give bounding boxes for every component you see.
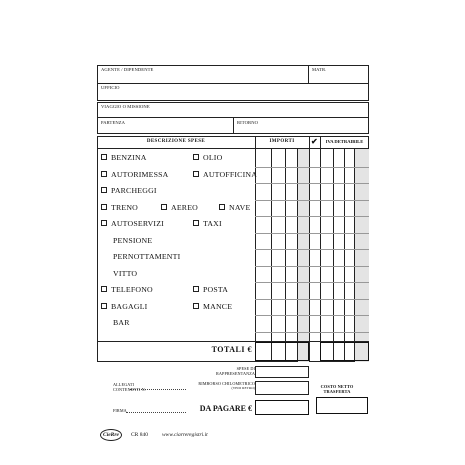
row-divider [255, 233, 369, 234]
net-cost-box[interactable] [316, 397, 368, 414]
checkbox[interactable] [101, 154, 107, 160]
checkbox[interactable] [193, 154, 199, 160]
mileage-label-group [198, 381, 255, 390]
expense-item-label: BAGAGLI [111, 301, 148, 311]
expense-item-label: PARCHEGGI [111, 186, 157, 195]
expense-item-label: BAR [113, 318, 130, 327]
agent-label: AGENTE / DIPENDENTE [101, 67, 154, 72]
totals-label: TOTALI € [211, 345, 252, 354]
expense-item[interactable] [101, 203, 138, 212]
totals-amount-box[interactable] [255, 342, 309, 361]
attachments-label: ALLEGATI CONTENENTI N. [113, 382, 146, 392]
brand-logo-text: CieRre [103, 432, 119, 438]
mileage-label: RIMBORSO CHILOMETRICO [198, 381, 255, 386]
row-divider [255, 249, 369, 250]
row-divider [255, 299, 369, 300]
office-label: UFFICIO [101, 85, 120, 90]
vat-header: IVA DETRAIBILE [325, 139, 364, 144]
row-divider [255, 315, 369, 316]
row-divider [255, 216, 369, 217]
expense-item[interactable] [101, 186, 157, 195]
departure-label: PARTENZA [101, 120, 126, 125]
net-cost-label: COSTO NETTO TRASFERTA [320, 384, 354, 394]
row-divider [255, 200, 369, 201]
checkbox[interactable] [101, 171, 107, 177]
expense-item[interactable] [101, 170, 169, 179]
expense-item[interactable] [193, 153, 222, 162]
expense-item-label: NAVE [229, 202, 251, 212]
expense-item[interactable] [101, 302, 147, 311]
to-pay-box[interactable] [255, 400, 309, 415]
row-divider [255, 183, 369, 184]
expense-item[interactable] [101, 219, 164, 228]
return-label: RITORNO [237, 120, 259, 125]
expense-item-label: TAXI [203, 219, 222, 228]
expense-item-label: OLIO [203, 153, 223, 162]
representation-box[interactable] [255, 366, 309, 378]
expense-item-label: TRENO [111, 202, 138, 212]
expense-item[interactable] [193, 285, 228, 294]
expense-item-label: AEREO [171, 202, 198, 212]
to-pay-label: DA PAGARE € [199, 404, 252, 413]
expense-item-label: PERNOTTAMENTI [113, 252, 181, 261]
checkbox[interactable] [193, 171, 199, 177]
expense-item[interactable] [219, 203, 250, 212]
mileage-box[interactable] [255, 381, 309, 395]
checkbox[interactable] [101, 187, 107, 193]
checkbox[interactable] [101, 303, 107, 309]
expense-item-label: AUTORIMESSA [111, 169, 169, 179]
checkbox[interactable] [193, 303, 199, 309]
expense-item-label: VITTO [113, 268, 138, 278]
expense-item[interactable] [161, 203, 198, 212]
expense-item-label: BENZINA [111, 153, 147, 162]
totals-vat-box[interactable] [320, 342, 369, 361]
amounts-header: IMPORTI [269, 139, 295, 144]
expense-item[interactable] [101, 153, 147, 162]
checkbox[interactable] [101, 220, 107, 226]
expense-item-label: TELEFONO [111, 285, 153, 294]
row-divider [255, 266, 369, 267]
expense-item-label: MANCE [203, 301, 233, 311]
expense-item-label: AUTOSERVIZI [111, 219, 164, 228]
expense-item[interactable] [193, 302, 232, 311]
attachments-field[interactable] [130, 389, 186, 390]
expense-item [113, 318, 130, 327]
row-divider [255, 167, 369, 168]
checkbox[interactable] [193, 220, 199, 226]
signature-label: FIRMA [113, 408, 127, 413]
website: www.ciarreregistri.it [162, 432, 208, 438]
checkbox[interactable] [193, 286, 199, 292]
expense-item[interactable] [193, 170, 257, 179]
matr-label: MATR. [312, 67, 327, 72]
expense-item [113, 269, 137, 278]
row-divider [255, 332, 369, 333]
signature-field[interactable] [126, 412, 186, 413]
checkbox[interactable] [101, 204, 107, 210]
mileage-sub: (VEDI RETRO) [231, 386, 255, 390]
representation-label: SPESE DI RAPPRESENTANZA [216, 366, 255, 376]
check-mark-header: ✔ [310, 137, 319, 146]
expense-item-label: POSTA [203, 285, 229, 294]
checkbox[interactable] [161, 204, 167, 210]
expense-item [113, 236, 152, 245]
checkbox[interactable] [101, 286, 107, 292]
expense-item-label: AUTOFFICINA [203, 169, 258, 179]
trip-label: VIAGGIO O MISSIONE [101, 104, 150, 109]
brand-logo [100, 429, 122, 441]
checkbox[interactable] [219, 204, 225, 210]
desc-header: DESCRIZIONE SPESE [146, 139, 206, 144]
expense-item [113, 252, 180, 261]
expense-item[interactable] [193, 219, 222, 228]
row-divider [255, 282, 369, 283]
product-code: CR 840 [131, 432, 148, 438]
expense-item-label: PENSIONE [113, 235, 153, 245]
expense-item[interactable] [101, 285, 153, 294]
